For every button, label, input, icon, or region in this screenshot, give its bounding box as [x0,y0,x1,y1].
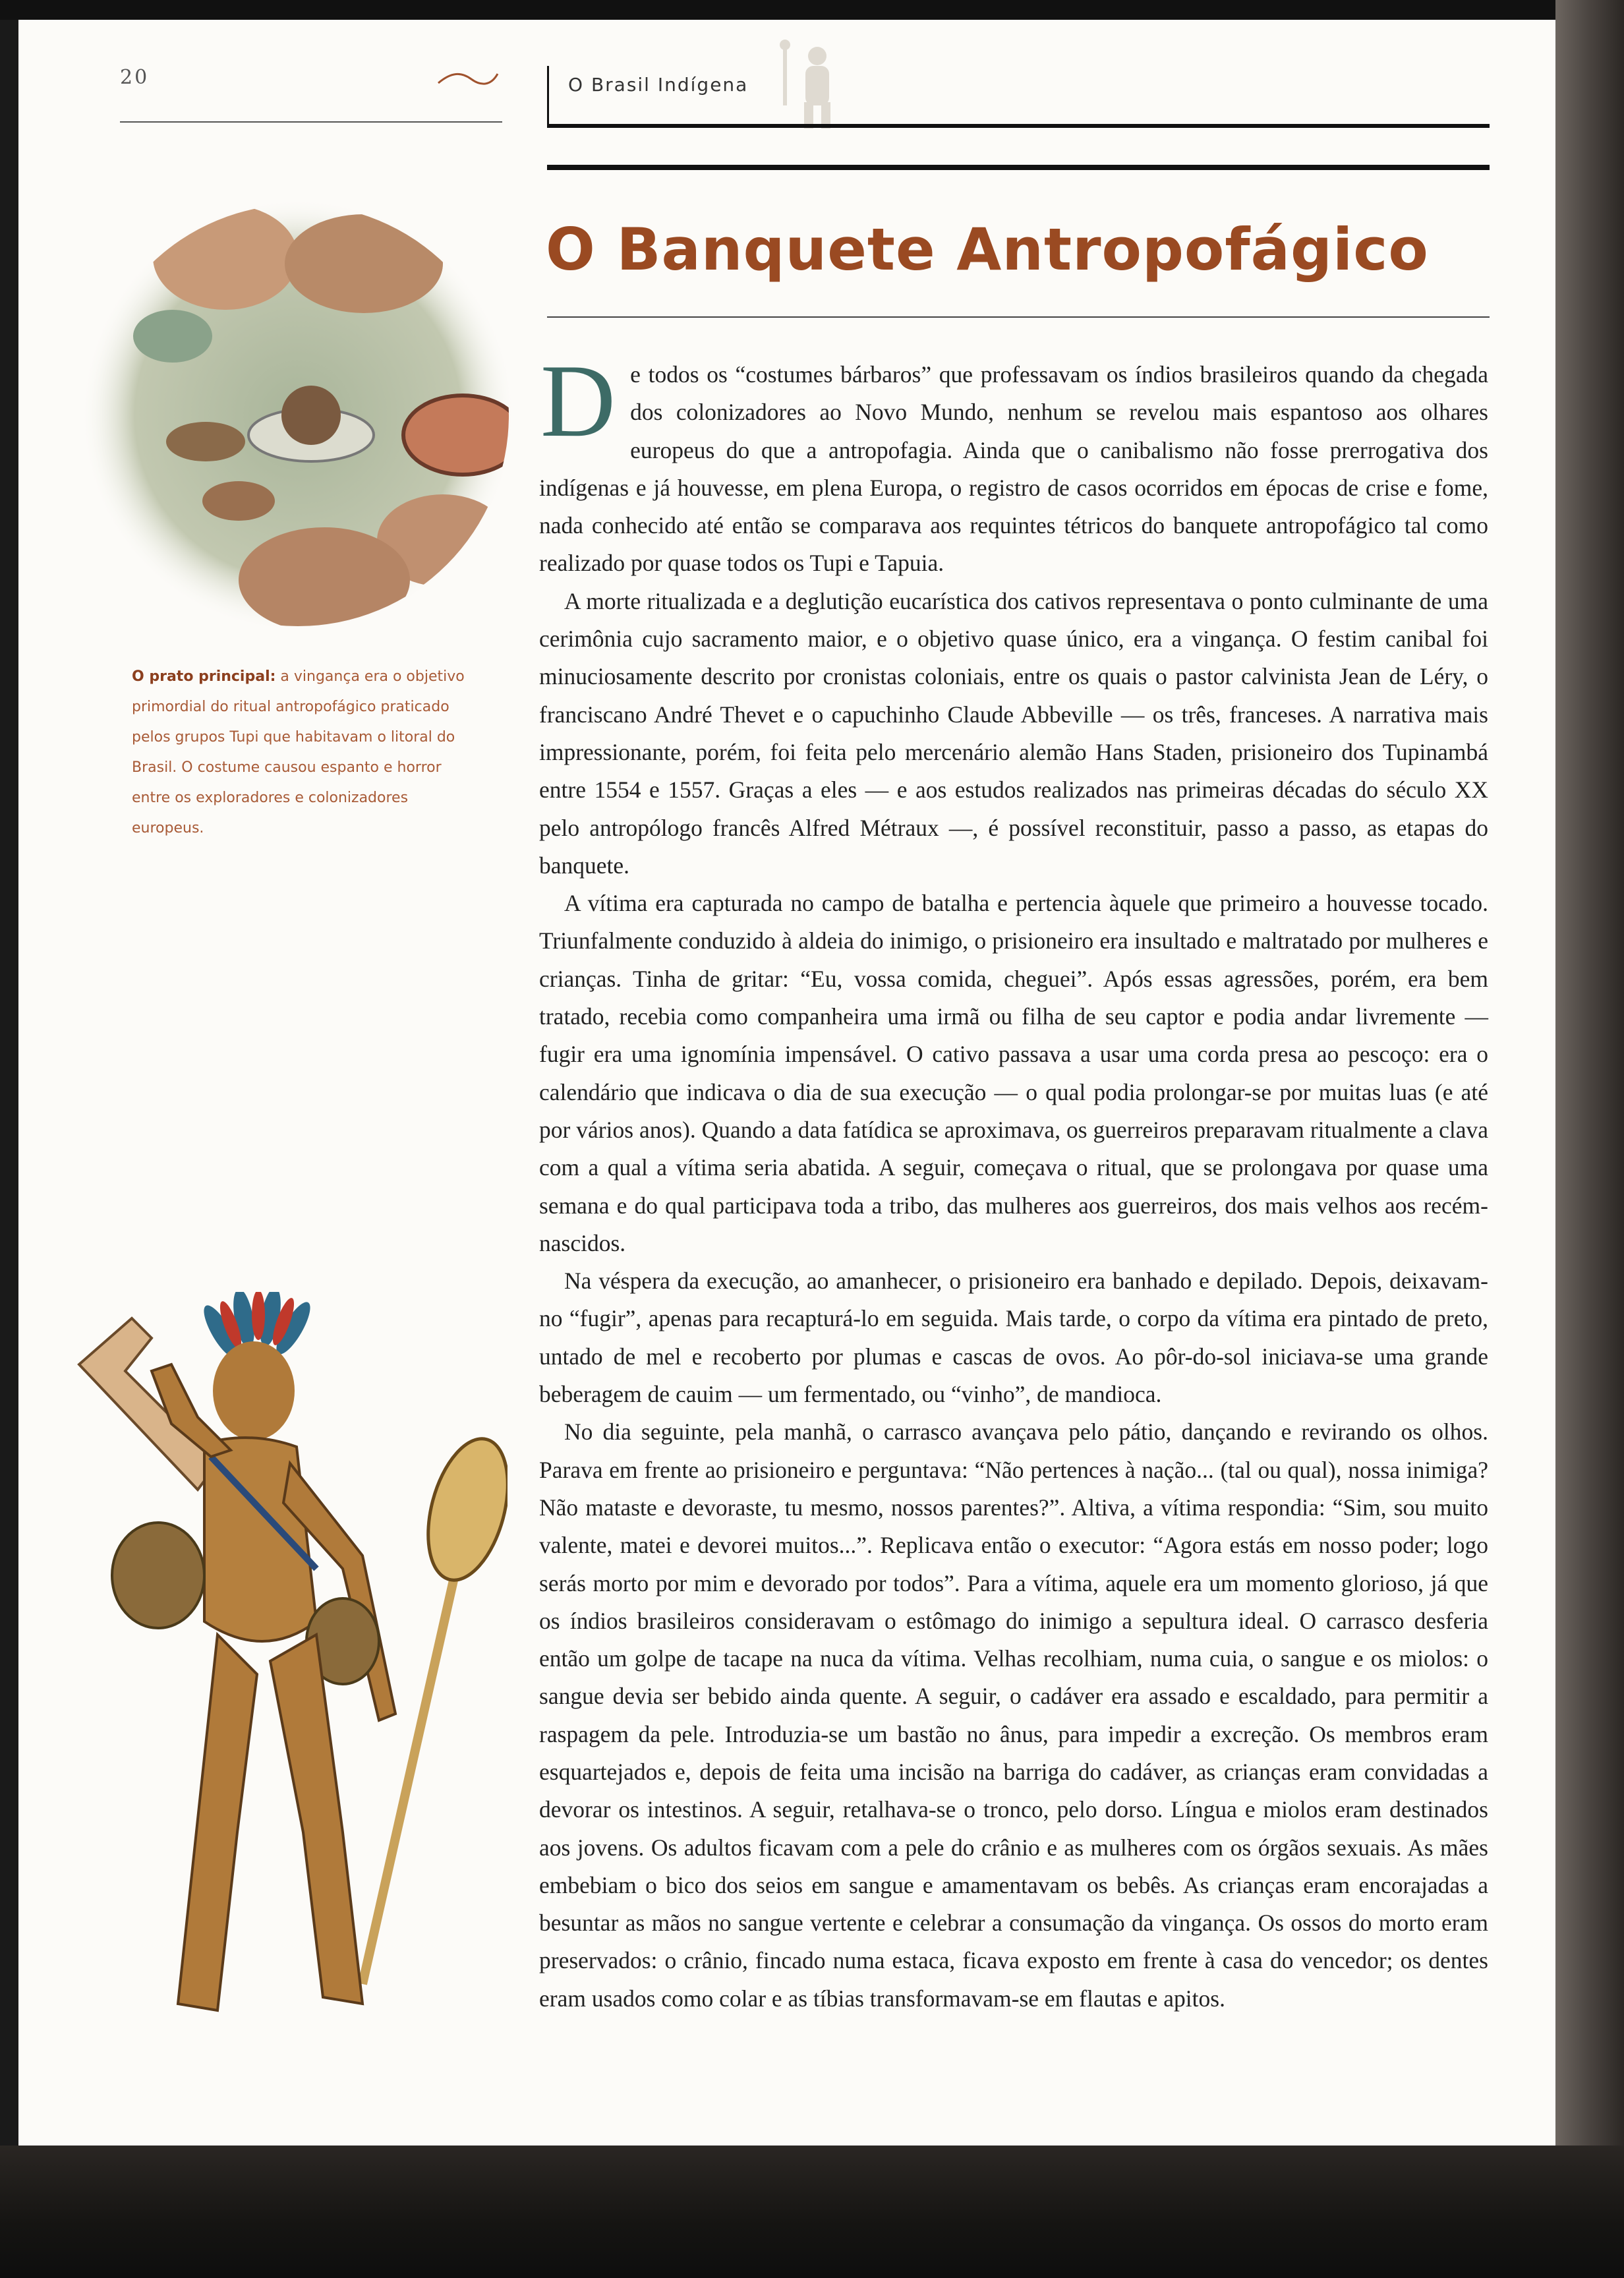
tilde-ornament-icon [435,69,501,88]
header-rule [547,124,1490,128]
caption-lead: O prato principal: [132,668,276,685]
tupi-warrior-illustration [53,1292,508,2043]
scan-top-edge [0,0,1624,20]
section-title: O Brasil Indígena [568,74,749,96]
caption-text: a vingança era o objetivo primordial do ritual antropofágico praticado pelos grupos Tupi que habitavam o litoral do Brasil. O costume causou espanto e horror entre os exploradores e colonizadores europeus. [132,668,465,836]
page-number: 20 [120,66,150,89]
book-gutter-shadow [1555,0,1624,2278]
header-left-rule [120,121,502,123]
drop-cap: D [540,343,616,459]
article-title: O Banquete Antropofágico [546,215,1429,283]
paragraph-text: e todos os “costumes bárbaros” que professavam os índios brasileiros quando da chegada dos colonizadores ao Novo Mundo, nenhum se revelou mais espantoso aos olhares europeus do que a antropofagia. Ainda que o canibalismo não fosse prerrogativa dos indígenas e já houvesse, em plena Europa, o registro de casos ocorridos em épocas de crise e fome, nada conhecido até então se comparava aos requintes tétricos do banquete antropofágico tal como realizado por quase todos os Tupi e Tapuia. [539,361,1488,577]
paragraph-5: No dia seguinte, pela manhã, o carrasco avançava pelo pátio, dançando e revirando os olhos. Parava em frente ao prisioneiro e perguntava: “Não pertences à nação... (tal ou qual), nossa inimiga? Não mataste e devoraste, tu mesmo, nossos parentes?”. Altiva, a vítima respondia: “Sim, sou muito valente, matei e devorei muitos...”. Replicava então o executor: “Agora estás em nosso poder; logo serás morto por mim e devorado por todos”. Para a vítima, aquele era um momento glorioso, já que os índios brasileiros consideravam o estômago do inimigo a sepultura ideal. O carrasco desferia então um golpe de tacape na nuca da vítima. Velhas recolhiam, numa cuia, o sangue e os miolos: o sangue devia ser bebido ainda quente. A seguir, o cadáver era assado e escaldado, para permitir a raspagem da pele. Introduzia-se um bastão no ânus, para impedir a excreção. Os membros eram esquartejados e, depois de feita uma incisão na barriga do cadáver, as crianças eram convidadas a devorar os intestinos. A seguir, retalhava-se o tronco, pelo dorso. Língua e miolos eram destinados aos jovens. Os adultos ficavam com a pele do crânio e as mulheres com os órgãos sexuais. As mães embebiam o bico dos seios em sangue e amamentavam os bebês. As crianças eram encorajadas a besuntar as mãos no sangue vertente e celebrar a consumação da vingança. Os ossos do morto eram preservados: o crânio, fincado numa estaca, ficava exposto em frente à casa do vencedor; os dentes eram usados como colar e as tíbias transformavam-se em flautas e apitos. [539,1418,1488,2012]
title-bottom-rule [547,316,1490,318]
paragraph-4: Na véspera da execução, ao amanhecer, o prisioneiro era banhado e depilado. Depois, deixavam-no “fugir”, apenas para recapturá-lo em seguida. Mais tarde, o corpo da vítima era pintado de preto, untado de mel e recoberto por plumas e cascas de ovos. Ao pôr-do-sol iniciava-se uma grande beberagem de cauim — um fermentado, ou “vinho”, de mandioca. [539,1268,1488,1408]
header-vertical-rule [547,66,549,127]
article-body [539,343,1488,2018]
title-top-rule [547,165,1490,170]
image-caption [132,662,475,844]
paragraph-2: A morte ritualizada e a deglutição eucarística dos cativos representava o ponto culminante de uma cerimônia cujo sacramento maior, e o objetivo quase único, era a vingança. O festim canibal foi minuciosamente descrito por cronistas coloniais, entre os quais o pastor calvinista Jean de Léry, o franciscano André Thevet e o capuchinho Claude Abbeville — os três, franceses. A narrativa mais impressionante, porém, foi feita pelo mercenário alemão Hans Staden, prisioneiro dos Tupinambá entre 1554 e 1557. Graças a eles — e aos estudos realizados nas primeiras décadas do século XX pelo antropólogo francês Alfred Métraux —, é possível reconstituir, passo a passo, as etapas do banquete. [539,587,1488,879]
paragraph-1 [539,343,1488,583]
scan-bottom-edge [0,2146,1624,2278]
paragraph-3: A vítima era capturada no campo de batalha e pertencia àquele que primeiro a houvesse tocado. Triunfalmente conduzido à aldeia do inimigo, o prisioneiro era insultado e maltratado por mulheres e crianças. Tinha de gritar: “Eu, vossa comida, cheguei”. Após essas agressões, porém, era bem tratado, recebia como companheira uma irmã ou filha de seu captor e podia andar livremente — fugir era uma ignomínia impensável. O cativo passava a usar uma corda presa ao pescoço: era o calendário que indicava o dia de sua execução — o qual podia prolongar-se por muitas luas (e até por vários anos). Quando a data fatídica se aproximava, os guerreiros preparavam ritualmente a clava com a qual a vítima seria abatida. A seguir, começava o ritual, que se prolongava por quase uma semana e do qual participava toda a tribo, das mulheres aos guerreiros, dos mais velhos aos recém-nascidos. [539,890,1488,1256]
cannibal-feast-illustration [74,198,522,633]
statue-watermark-icon [765,33,870,132]
